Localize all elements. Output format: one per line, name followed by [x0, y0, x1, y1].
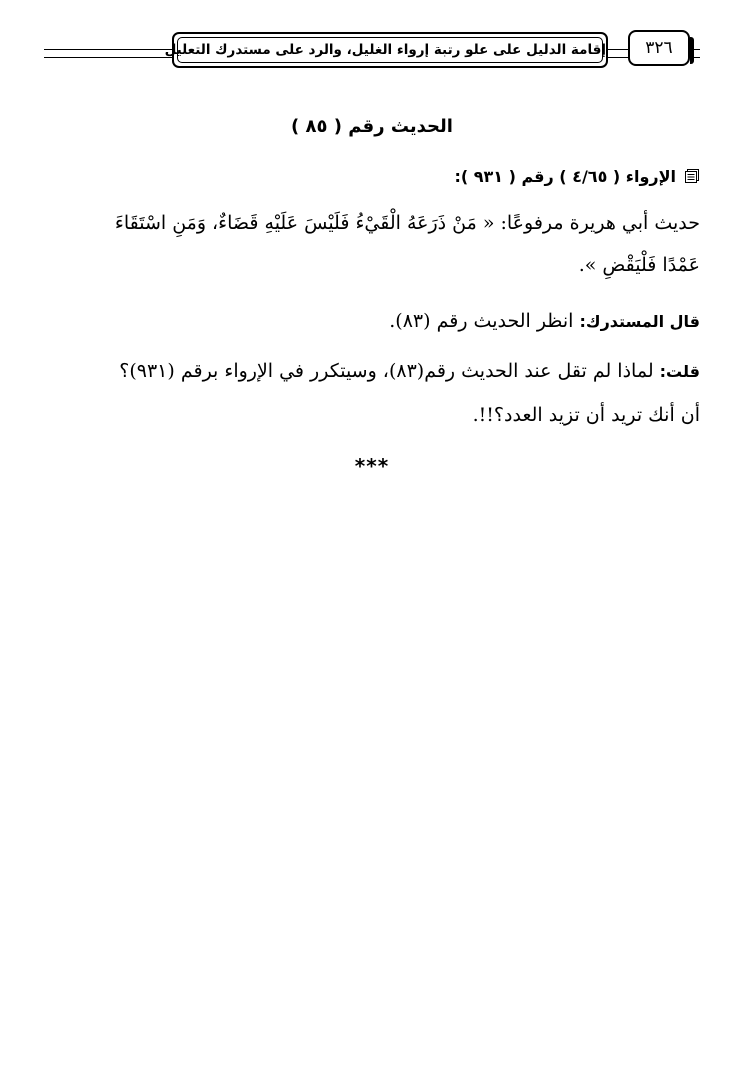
mustadrak-paragraph	[44, 304, 700, 339]
page-number: ٣٢٦	[628, 30, 690, 66]
book-icon	[684, 162, 700, 178]
header-rule-left	[44, 49, 172, 58]
header-rule-middle	[608, 49, 628, 58]
section-separator: ***	[354, 454, 390, 478]
source-reference	[44, 160, 700, 194]
hadith-heading: الحديث رقم ( ٨٥ )	[291, 116, 453, 137]
hadith-line-2: عَمْدًا فَلْيَقْضِ ».	[578, 254, 700, 276]
source-reference-text: الإرواء ( ٤/٦٥ ) رقم ( ٩٣١ ):	[454, 167, 676, 186]
mustadrak-label: قال المستدرك:	[579, 312, 700, 331]
hadith-line-1: حديث أبي هريرة مرفوعًا: « مَنْ ذَرَعَهُ الْقَيْءُ فَلَيْسَ عَلَيْهِ قَضَاءٌ، وَمَنِ اسْتَقَاءَ	[114, 212, 700, 234]
reply-label: قلت:	[659, 362, 700, 381]
reply-paragraph-line-2: أن أنك تريد أن تزيد العدد؟!!.	[472, 404, 700, 426]
header-rule-right	[690, 49, 700, 58]
running-title: إقامة الدليل على علو رتبة إرواء الغليل، والرد على مستدرك التعليل	[164, 42, 606, 58]
reply-paragraph-line-1	[44, 354, 700, 389]
mustadrak-text: انظر الحديث رقم (٨٣).	[389, 310, 580, 332]
running-title-box	[164, 32, 608, 68]
running-header	[44, 30, 700, 76]
reply-text-1: لماذا لم تقل عند الحديث رقم(٨٣)، وسيتكرر في الإرواء برقم (٩٣١)؟	[119, 360, 660, 382]
